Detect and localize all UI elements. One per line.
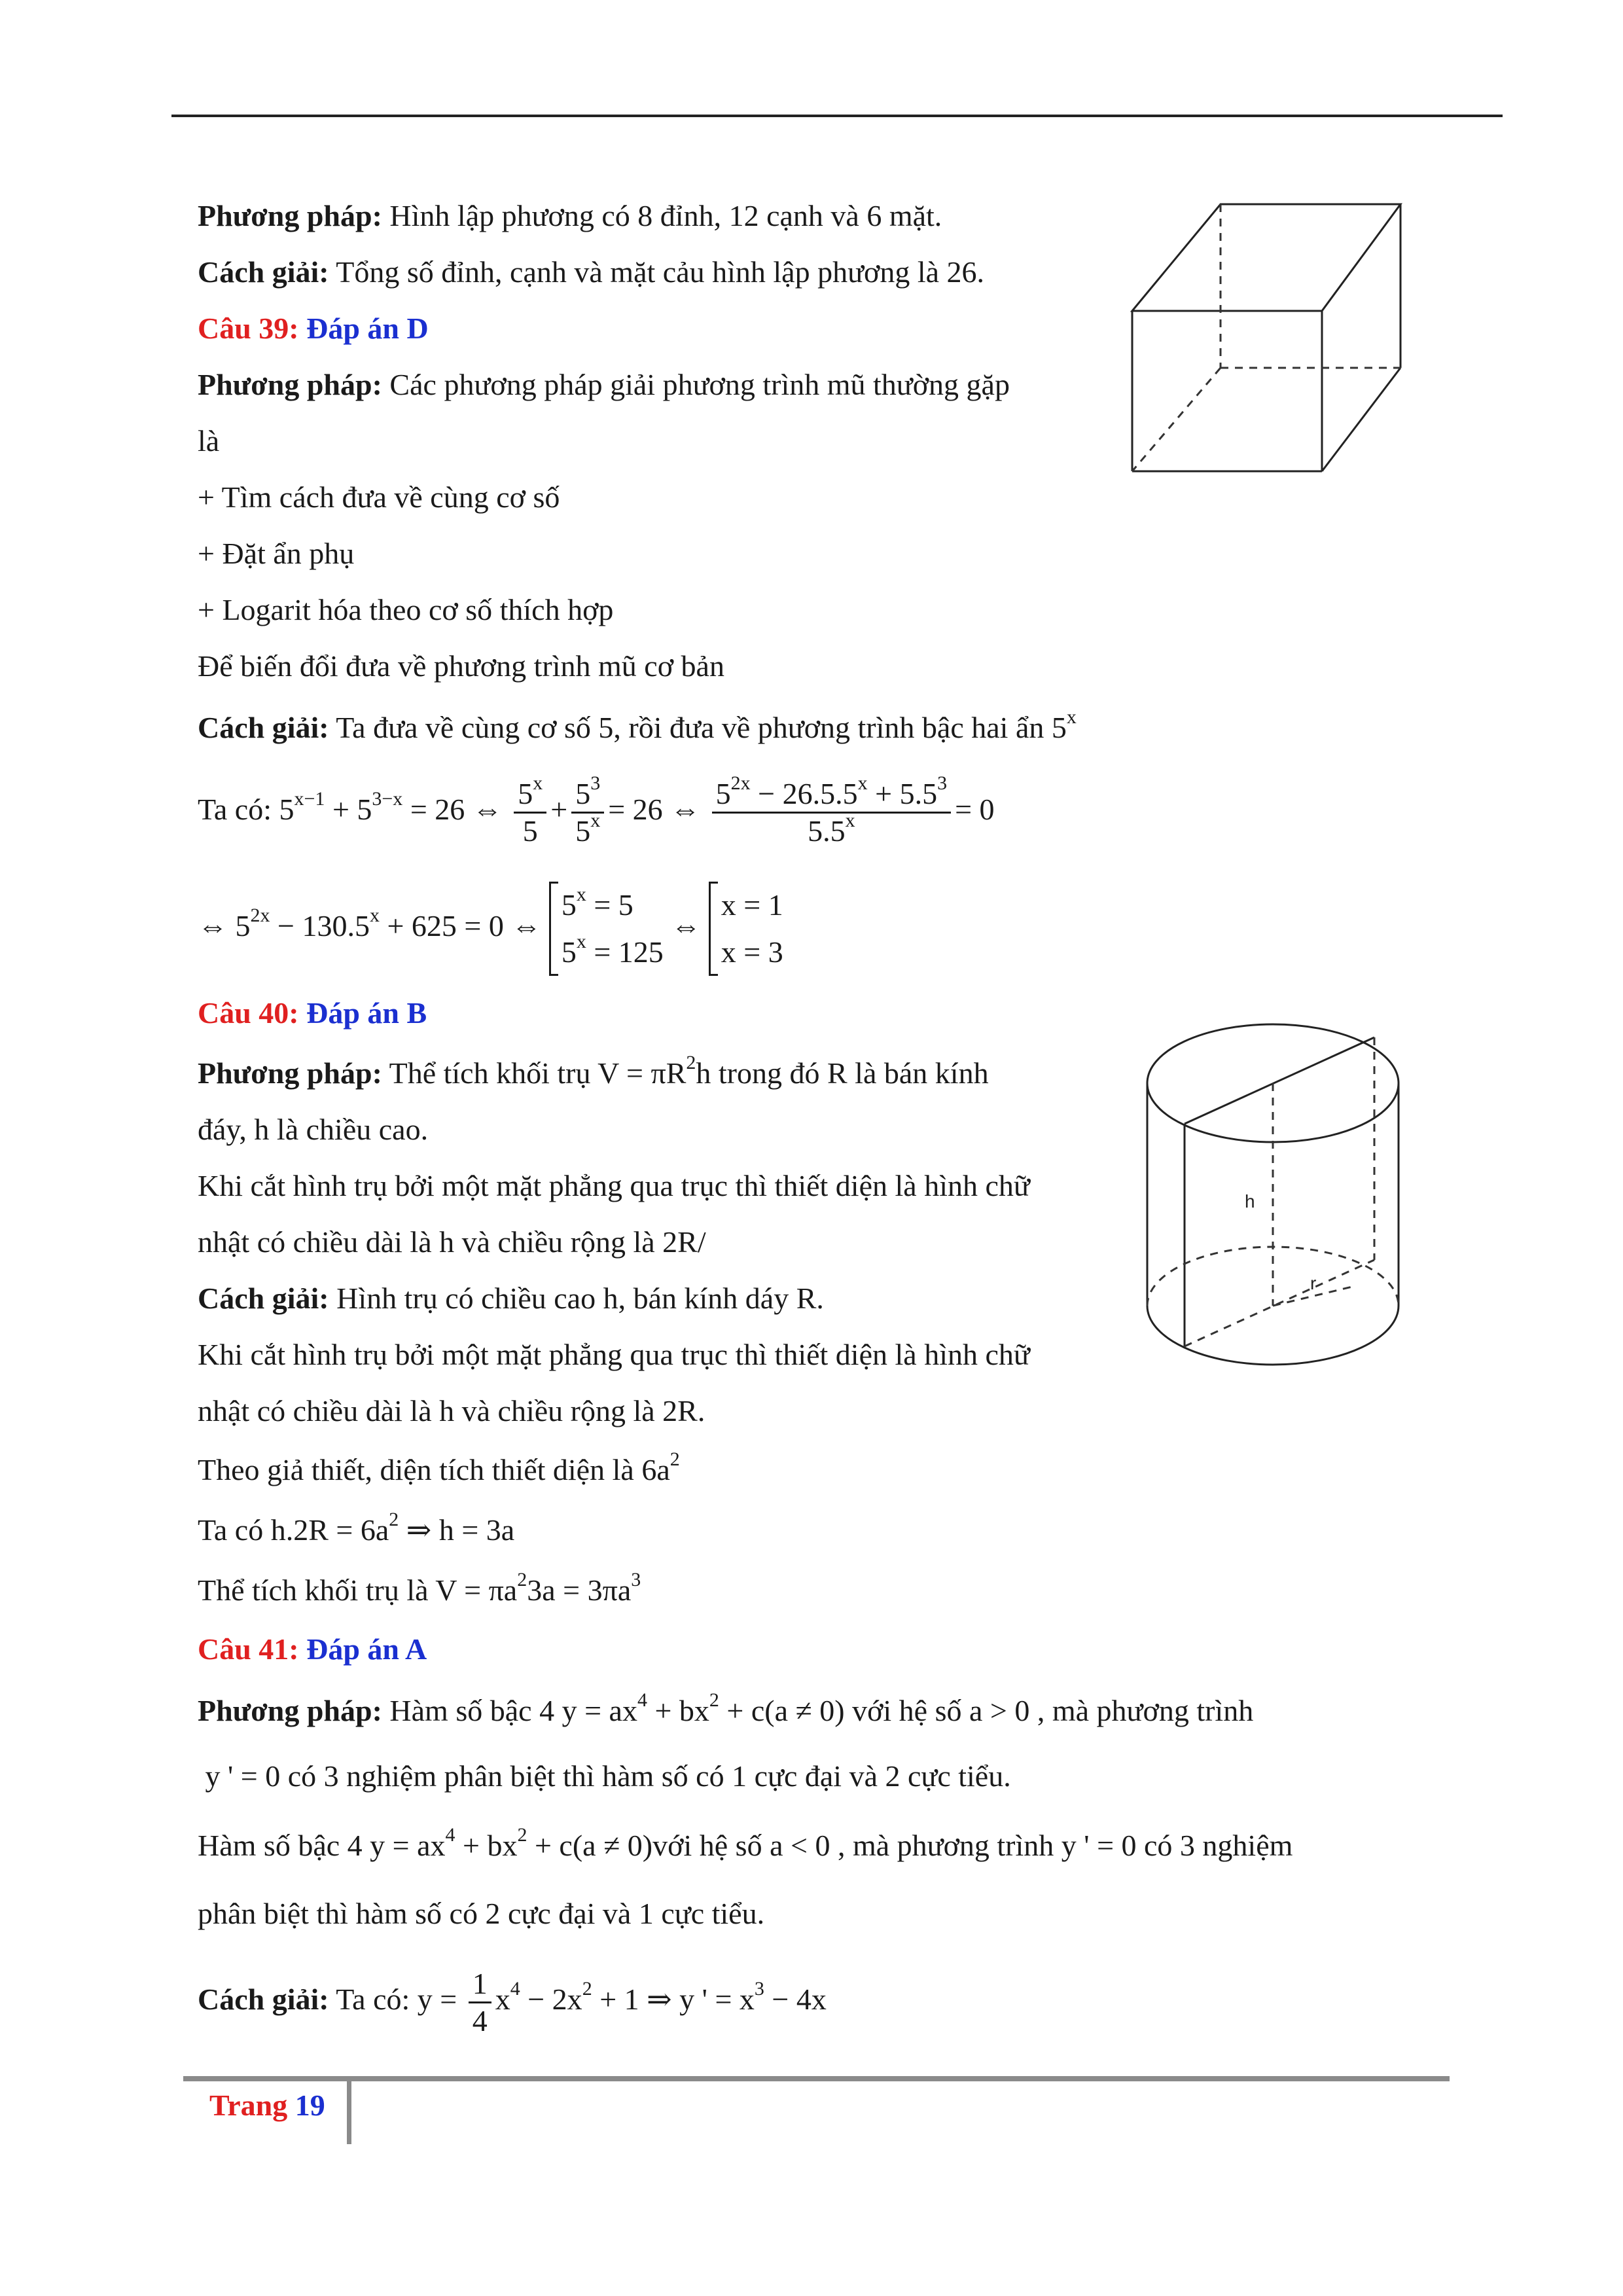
q39-bullet-4: Để biến đổi đưa về phương trình mũ cơ bản [198,649,724,683]
solution-label: Cách giải: [198,711,329,744]
method-text: Thể tích khối trụ [382,1056,598,1090]
q40-line-3: Khi cắt hình trụ bởi một mặt phẳng qua trục thì thiết diện là hình chữ [198,1169,1030,1202]
text: có 3 nghiệm [1136,1829,1293,1862]
cylinder-figure [1139,1011,1427,1378]
q40-line-10 [198,1569,641,1609]
q40-heading [198,995,427,1031]
q39-solution-line [198,706,1077,746]
math-expression: $V = \pi a^23a = 3\pi a^3$ [435,1569,641,1607]
page-footer [209,2088,325,2123]
q40-line-9 [198,1509,515,1549]
answer-key: Đáp án B [306,996,427,1030]
q40-line-8 [198,1448,680,1488]
q39-equation-1 [198,767,995,852]
cube-top-face [1132,204,1400,311]
q39-method-cont: là [198,424,220,457]
math-volume-formula: $V = \pi R^2h$ [597,1052,711,1090]
question-number: Câu 41: [198,1632,299,1666]
q39-equation-2 [198,877,783,976]
solution-label: Cách giải: [198,1282,329,1315]
q39-bullet-1: + Tìm cách đưa về cùng cơ số [198,480,560,514]
question-number: Câu 39: [198,312,299,345]
height-label: h [1245,1191,1255,1211]
radius-label: r [1310,1273,1317,1293]
q41-heading [198,1631,427,1668]
taco-label: Ta có: [198,793,279,826]
page-number: 19 [294,2089,325,2122]
text: Ta có [198,1513,271,1547]
q41-method-line [198,1689,1254,1729]
answer-key: Đáp án D [306,312,429,345]
solution-text: Tổng số đỉnh, cạnh và mặt cảu hình lập phương là 26. [329,255,985,289]
method-label: Phương pháp: [198,368,382,401]
text: với hệ số [652,1829,770,1862]
answer-key: Đáp án A [306,1632,427,1666]
method-text: Các phương pháp giải phương trình mũ thường gặp [382,368,1010,401]
math-expression: y = $\frac{1}{4}$ $x^4 - 2x^2 + 1$ ⇒ y ' = $x^3 - 4x$ [417,1966,827,2037]
q41-line-2 [198,1758,1011,1795]
text: có 3 nghiệm phân biệt thì hàm số có 1 cực đại và 2 cực tiểu. [280,1759,1011,1793]
math-derivative: y ' = 0 [198,1759,281,1793]
method-text: trong đó R là bán kính [711,1056,989,1090]
q40-solution-line [198,1280,824,1317]
q40-method-line [198,1052,989,1092]
cylinder-diameter [1185,1037,1374,1124]
text: Thể tích khối trụ là [198,1573,436,1607]
page-word: Trang [209,2089,288,2122]
q39-bullet-3: + Logarit hóa theo cơ số thích hợp [198,593,614,626]
solution-text: Ta đưa về cùng cơ số 5, rồi đưa về phương trình bậc hai ẩn [329,711,1052,744]
q41-solution-line [198,1957,827,2042]
solution-label: Cách giải: [198,255,329,289]
method-label: Phương pháp: [198,1056,382,1090]
q40-line-6: Khi cắt hình trụ bởi một mặt phẳng qua trục thì thiết diện là hình chữ [198,1338,1030,1371]
math-condition: a < 0 [770,1829,830,1862]
math-expression: $h.2R = 6a^2$ ⇒ h = 3a [270,1509,515,1547]
q40-line-4: nhật có chiều dài là h và chiều rộng là 2R/ [198,1225,706,1259]
cube-hidden-edge [1132,368,1221,471]
method-text: với hệ số [844,1694,969,1727]
q41-line-3 [198,1824,1293,1864]
solution-text: Hình trụ có chiều cao h, bán kính dáy R. [329,1282,824,1315]
text: Theo giả thiết, diện tích thiết diện là [198,1453,642,1486]
math-function: $y = ax^4 + bx^2 + c(a \ne 0)$ [370,1824,653,1862]
math-5x: 5$^x$ [1051,706,1077,744]
text: Hàm số bậc 4 [198,1829,370,1862]
section-bottom [1185,1260,1374,1346]
math-condition: a > 0 [969,1694,1030,1727]
solution-text: Ta có: [329,1982,418,2016]
q38-solution-line [198,254,984,291]
cube-edge [1322,368,1400,471]
method-label: Phương pháp: [198,199,382,232]
q39-bullet-2: + Đặt ẩn phụ [198,537,355,570]
q41-line-4: phân biệt thì hàm số có 2 cực đại và 1 cực tiểu. [198,1897,765,1930]
q39-method-line [198,367,1010,403]
q38-method-line [198,198,942,234]
math-expression: $5^{x-1} + 5^{3-x} = 26$ ⇔ $\frac{5^x}{5}$ + $\frac{5^3}{5^x}$ = 26 ⇔ $\frac{5^{2x} - 26.5.5^x + 5.5^3}{5.5^x}$ = 0 [279,772,995,848]
math-function: $y = ax^4 + bx^2 + c(a \ne 0)$ [562,1689,845,1727]
q39-heading [198,310,429,347]
method-text: Hàm số bậc 4 [382,1694,562,1727]
math-derivative: y ' = 0 [1061,1829,1137,1862]
header-rule [171,115,1503,117]
method-label: Phương pháp: [198,1694,382,1727]
method-text: Hình lập phương có 8 đỉnh, 12 cạnh và 6 mặt. [382,199,942,232]
footer-rule [183,2076,1450,2081]
footer-divider [347,2079,351,2144]
q40-line-2: đáy, h là chiều cao. [198,1113,429,1146]
method-text: , mà phương trình [1029,1694,1254,1727]
q40-line-7: nhật có chiều dài là h và chiều rộng là 2R. [198,1394,705,1427]
question-number: Câu 40: [198,996,299,1030]
solution-label: Cách giải: [198,1982,329,2016]
cube-figure [1126,196,1427,484]
math-expression: ⇔ $5^{2x} - 130.5^x + 625 = 0$ ⇔ $5^x = 5$ $5^x = 125$ ⇔ x = 1 x = 3 [198,909,783,942]
text: , mà phương trình [830,1829,1061,1862]
math-area: $6a^2$ [641,1448,680,1486]
